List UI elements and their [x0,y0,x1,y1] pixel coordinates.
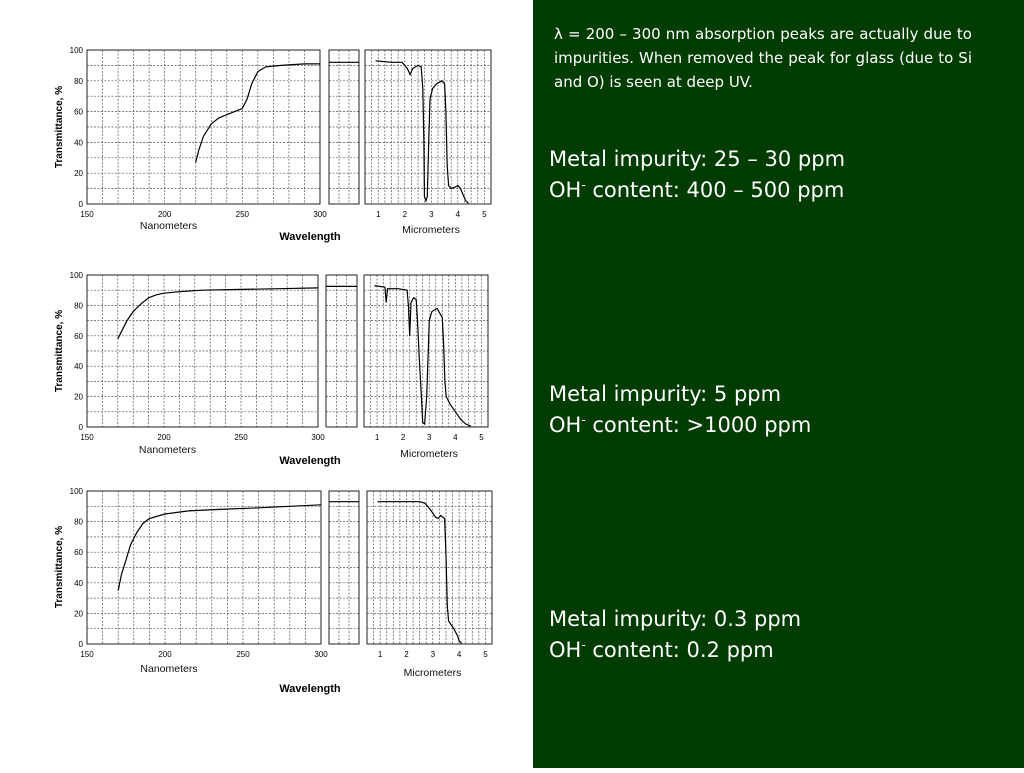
y-axis-label: Transmittance, % [54,85,65,169]
x-tick-label: 2 [404,650,409,659]
sample-1-metal: Metal impurity: 25 – 30 ppm [549,147,846,171]
sample-2-oh [549,410,1009,441]
y-tick-label: 40 [74,362,83,372]
x-tick-label: 250 [235,210,250,219]
series-line-nm [118,505,321,591]
y-tick-label: 20 [74,609,83,619]
y-tick-label: 80 [74,517,83,527]
oh-superscript: - [581,413,586,427]
y-tick-label: 80 [74,301,83,311]
sample-3-metal: Metal impurity: 0.3 ppm [549,607,802,631]
sample-2-metal: Metal impurity: 5 ppm [549,382,782,406]
y-tick-label: 20 [74,392,83,402]
x-tick-label: 5 [483,650,488,659]
x-tick-label: 250 [234,433,248,442]
x-tick-label: 250 [236,650,250,659]
x-tick-label: 3 [430,650,436,659]
x-tick-label: 300 [313,210,327,219]
y-tick-label: 60 [74,331,83,341]
sample-1-oh [549,175,1009,206]
x-tick-label: 1 [377,650,383,659]
y-tick-label: 100 [69,46,83,55]
x-axis-title: Wavelength [279,455,341,467]
x-axis-label-nm: Nanometers [138,444,197,456]
x-tick-label: 5 [482,210,487,219]
oh-label: OH [549,178,582,202]
sample-3-spec [549,604,1009,666]
x-tick-label: 150 [80,433,94,442]
x-tick-label: 4 [453,433,458,442]
y-tick-label: 20 [74,169,83,179]
x-tick-label: 4 [455,210,461,219]
x-axis-label-um: Micrometers [402,224,460,236]
y-tick-label: 40 [74,578,83,588]
x-tick-label: 200 [157,210,172,219]
x-tick-label: 300 [311,433,325,442]
x-tick-label: 150 [80,650,94,659]
x-tick-label: 1 [376,210,381,219]
sample-3-oh [549,635,1009,666]
x-tick-label: 2 [402,210,408,219]
impurity-note-text: = 200 – 300 nm absorption peaks are actually due to impurities. When removed the peak for glass (due to Si and O) is seen at deep UV. [554,25,972,91]
series-line-um [376,61,469,203]
y-tick-label: 0 [78,200,83,209]
x-tick-label: 4 [456,650,462,659]
oh-superscript: - [581,638,586,652]
oh-superscript: - [581,178,586,192]
oh-content: content: >1000 ppm [585,413,812,437]
series-line-nm [118,288,318,339]
oh-label: OH [549,638,582,662]
x-tick-label: 1 [374,433,380,442]
impurity-note [554,22,972,94]
y-tick-label: 0 [78,423,83,432]
x-axis-label-um: Micrometers [403,667,462,679]
x-axis-label-nm: Nanometers [139,220,198,232]
oh-label: OH [549,413,582,437]
oh-content: content: 400 – 500 ppm [585,178,845,202]
x-axis-title: Wavelength [279,683,341,695]
y-tick-label: 0 [78,640,83,649]
text-panel [533,0,1024,768]
y-tick-label: 60 [74,107,83,117]
lambda-symbol: λ [554,25,563,43]
y-tick-label: 60 [74,548,83,558]
x-axis-label-um: Micrometers [400,448,458,460]
sample-2-spec [549,379,1009,441]
x-tick-label: 200 [158,650,172,659]
x-axis-label-nm: Nanometers [140,663,198,675]
y-axis-label: Transmittance, % [54,309,65,393]
x-tick-label: 300 [314,650,328,659]
x-tick-label: 150 [80,210,94,219]
x-axis-title: Wavelength [279,231,341,243]
y-tick-label: 100 [69,271,83,280]
y-tick-label: 80 [74,76,83,86]
x-tick-label: 200 [157,433,171,442]
y-tick-label: 100 [69,487,83,496]
x-tick-label: 3 [427,433,432,442]
oh-content: content: 0.2 ppm [585,638,774,662]
x-tick-label: 2 [400,433,406,442]
y-tick-label: 40 [74,138,83,148]
x-tick-label: 3 [429,210,434,219]
y-axis-label: Transmittance, % [54,525,65,609]
x-tick-label: 5 [479,433,484,442]
sample-1-spec [549,144,1009,206]
